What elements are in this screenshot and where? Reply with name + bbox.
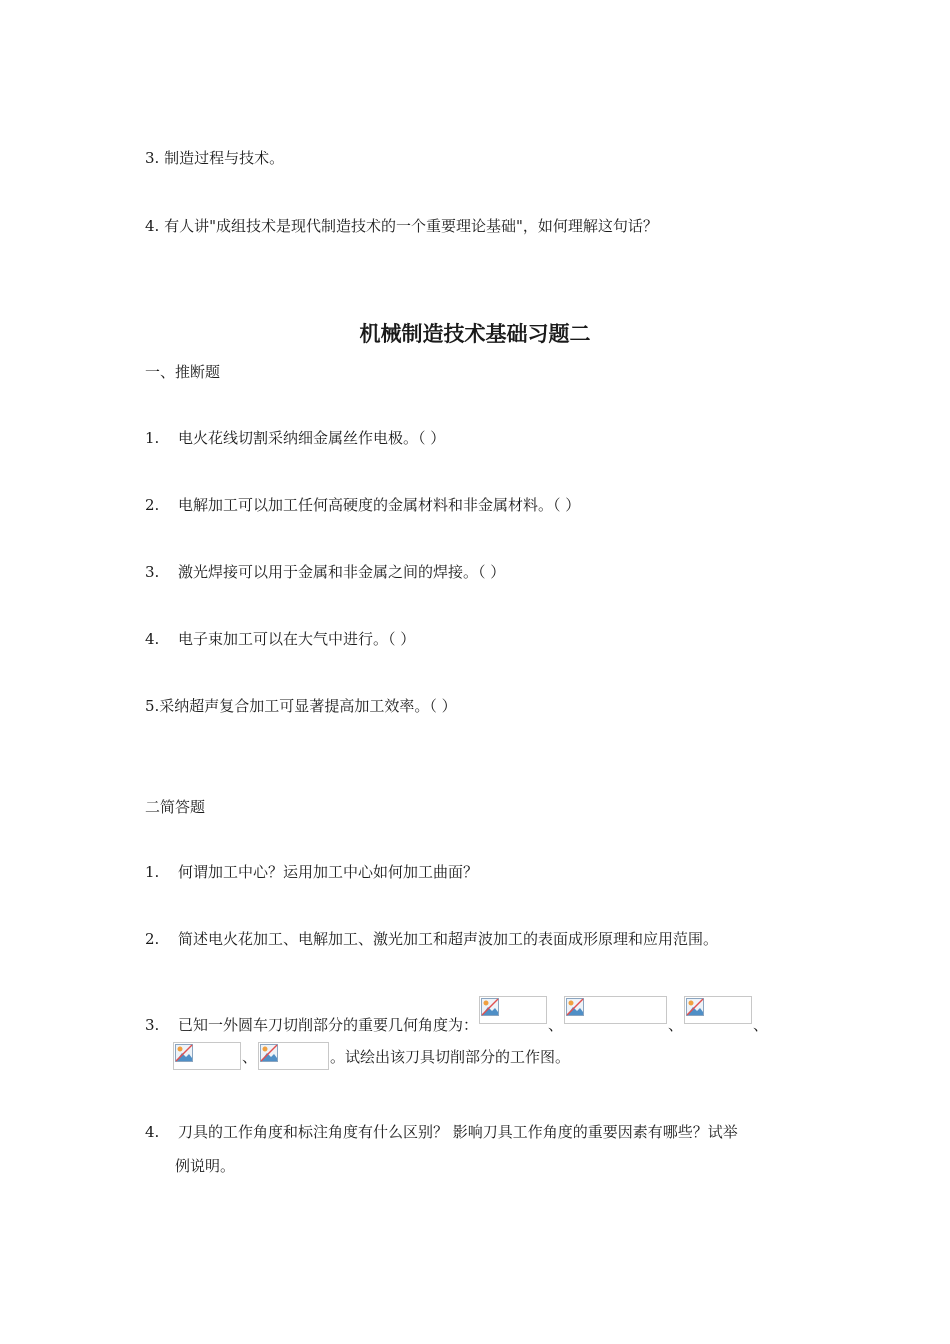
list-item-continuation [172,1042,570,1072]
question-4-top: 4. 有人讲"成组技术是现代制造技术的一个重要理论基础"，如何理解这句话？ [145,217,658,235]
broken-image-icon [564,996,667,1024]
list-item [145,862,478,882]
question-3-top: 3. 制造过程与技术。 [145,149,285,167]
item-number: 2. [145,496,160,514]
list-item [145,495,580,515]
item-text: 简述电火花加工、电解加工、激光加工和超声波加工的表面成形原理和应用范围。 [178,930,719,948]
item-text: 何谓加工中心？运用加工中心如何加工曲面？ [178,863,479,881]
separator: 、 [668,1016,684,1034]
item-text: 电子束加工可以在大气中进行。（ ） [178,630,416,648]
item-text: 电解加工可以加工任何高硬度的金属材料和非金属材料。（ ） [178,496,581,514]
item-text: 激光焊接可以用于金属和非金属之间的焊接。（ ） [178,563,506,581]
item-text: 已知一外圆车刀切削部分的重要几何角度为： [178,1016,479,1034]
item-number: 1. [145,429,160,447]
broken-image-icon [258,1042,329,1070]
list-item [145,996,768,1040]
separator: 、 [753,1016,769,1034]
section-heading-short-answer: 二简答题 [145,798,206,816]
list-item [145,1122,738,1142]
list-item-continuation: 例说明。 [175,1157,236,1175]
list-item [145,562,505,582]
separator: 、 [548,1016,564,1034]
item-number: 1. [145,863,160,881]
item-number: 4. [145,630,160,648]
list-item [145,428,445,448]
broken-image-icon [173,1042,241,1070]
item-text: 电火花线切割采纳细金属丝作电极。（ ） [178,429,446,447]
item-number: 3. [145,563,160,581]
item-number: 3. [145,1016,160,1034]
broken-image-icon [684,996,752,1024]
item-number: 4. [145,1123,160,1141]
separator: 、 [242,1048,258,1066]
item-text: 。试绘出该刀具切削部分的工作图。 [330,1048,571,1066]
broken-image-icon [479,996,547,1024]
section-heading-judgement: 一、推断题 [145,363,221,381]
item-number: 2. [145,930,160,948]
page-title: 机械制造技术基础习题二 [359,321,591,346]
item-text: 刀具的工作角度和标注角度有什么区别？ 影响刀具工作角度的重要因素有哪些？试举 [178,1123,738,1141]
list-item [145,929,718,949]
list-item: 5.采纳超声复合加工可显著提高加工效率。（ ） [145,697,457,715]
list-item [145,629,415,649]
